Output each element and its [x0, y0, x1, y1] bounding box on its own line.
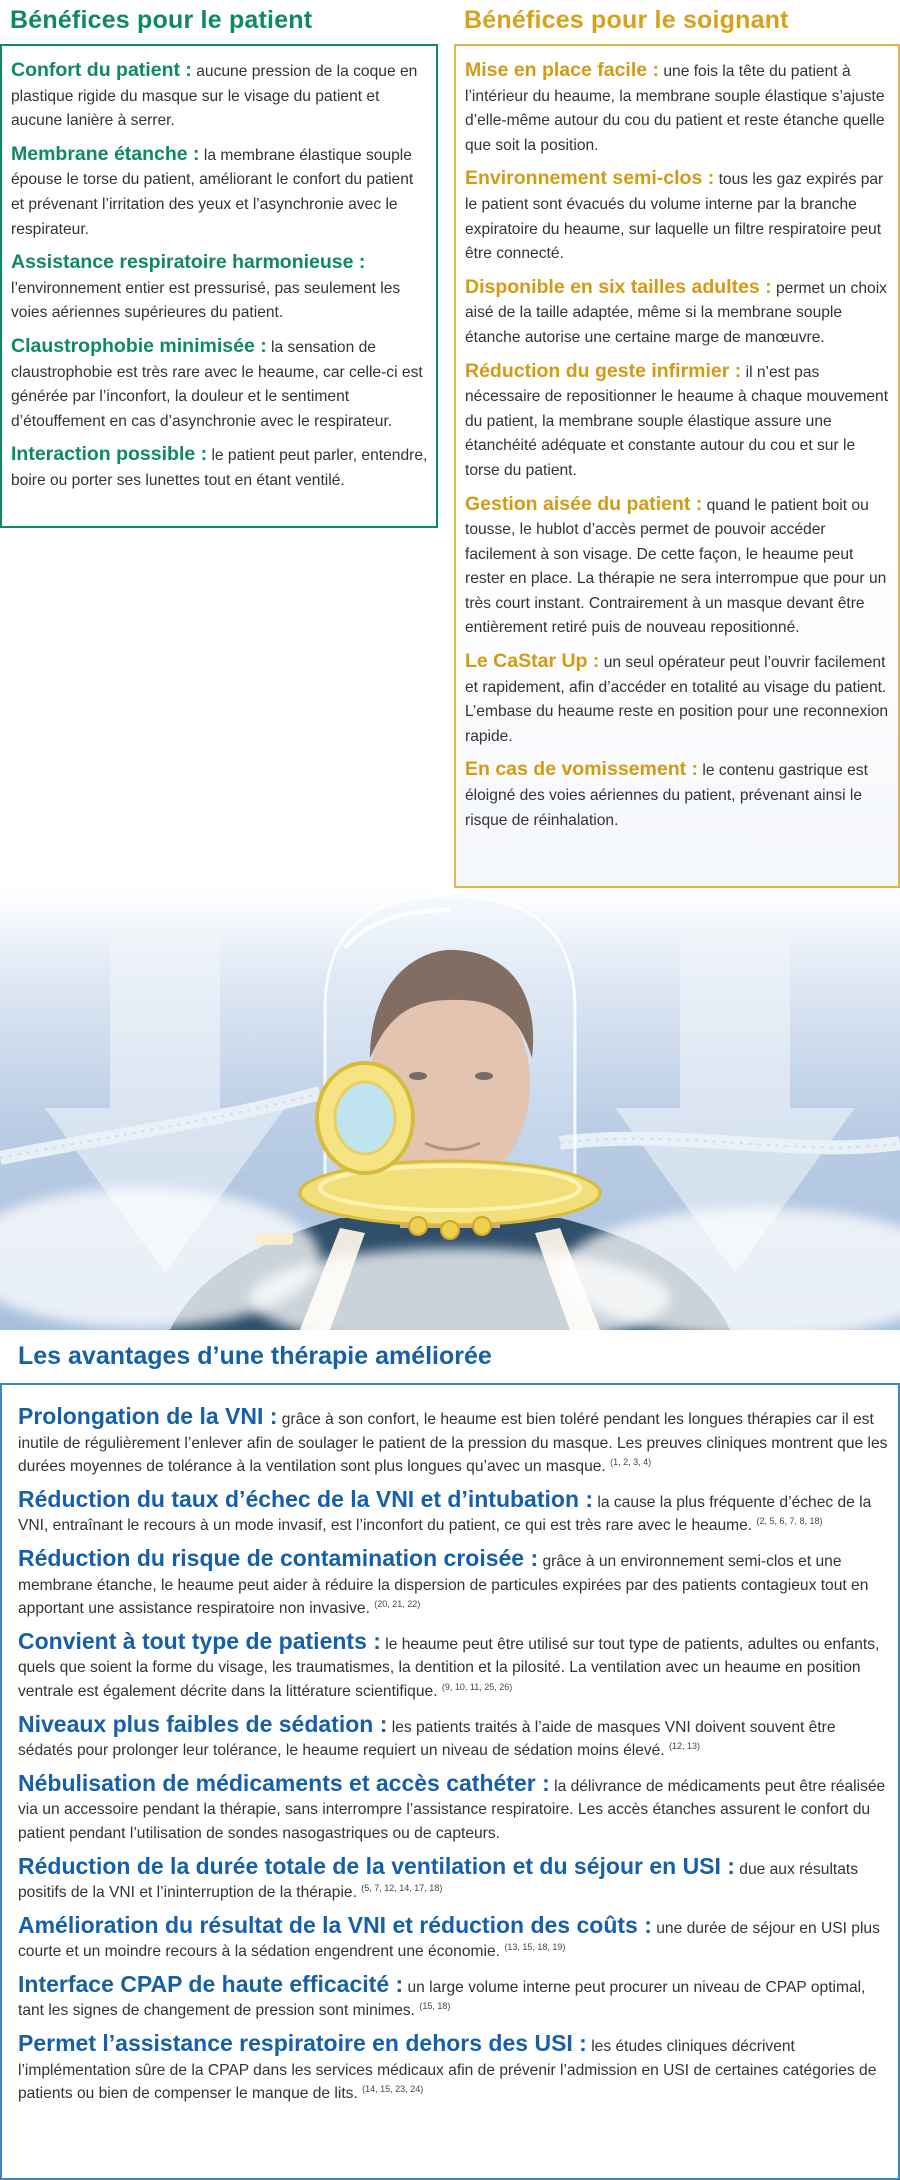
advantage-item: Interface CPAP de haute efficacité : un large volume interne peut procurer un niveau de CPAP optimal, tant les signes de changement de pression sont minimes. $^{(15, 18)}$ [18, 1970, 866, 2020]
caregiver-benefit-item: Le CaStar Up : un seul opérateur peut l’ouvrir facilement et rapidement, afin d’accéder en totalité au visage du patient. L’embase du heaume reste en position pour une reconnexion rapide. [465, 650, 889, 745]
patient-benefit-item: Assistance respiratoire harmonieuse : l’environnement entier est pressurisé, pas seulement les voies aériennes supérieures du patient. [11, 251, 401, 322]
reference-note: (2, 5, 6, 7, 8, 18) [756, 1516, 823, 1527]
caregiver-benefit-item: Mise en place facile : une fois la tête du patient à l’intérieur du heaume, la membrane souple élastique s’ajuste d’elle-même autour du cou du patient et reste étanche quelle que soit la position. [465, 59, 885, 154]
caregiver-benefits-box [454, 44, 900, 888]
patient-benefit-item: Interaction possible : le patient peut parler, entendre, boire ou porter ses lunettes tout en étant ventilé. [11, 443, 428, 489]
advantage-item: Réduction de la durée totale de la ventilation et du séjour en USI : due aux résultats positifs de la VNI et l’ininterruption de la thérapie. $^{(5, 7, 12, 14, 17, 18)}$ [18, 1852, 859, 1902]
patient-benefits-box [0, 44, 438, 528]
patient-benefit-item: Confort du patient : aucune pression de la coque en plastique rigide du masque sur le visage du patient et aucune lanière à serrer. [11, 59, 418, 130]
patient-benefit-item: Membrane étanche : la membrane élastique souple épouse le torse du patient, améliorant le confort du patient et prévenant l’irritation des yeux et l’asynchronie avec le respirateur. [11, 142, 414, 238]
advantage-item: Réduction du taux d’échec de la VNI et d’intubation : la cause la plus fréquente d’échec de la VNI, entraînant le recours à un mode invasif, est l’inconfort du patient, ce qui est très rare avec le heaume. $^{(2, 5, 6, 7, 8, 18)}$ [18, 1485, 872, 1535]
reference-note: (13, 15, 18, 19) [504, 1942, 566, 1953]
advantage-item: Amélioration du résultat de la VNI et réduction des coûts : une durée de séjour en USI plus courte et un moindre recours à la sédation engendrent une économie. $^{(13, 15, 18, 19)}$ [18, 1911, 880, 1961]
caregiver-benefit-item: Disponible en six tailles adultes : permet un choix aisé de la taille adaptée, même si la membrane souple étanche autorise une certaine marge de manœuvre. [465, 275, 887, 346]
helmet-collar [300, 1161, 600, 1225]
advantage-item: Niveaux plus faibles de sédation : les patients traités à l’aide de masques VNI doivent souvent être sédatés pour prolonger leur tolérance, le heaume requiert un niveau de sédation moins élevé. $^{(12, 13)}$ [18, 1710, 836, 1760]
advantage-item: Nébulisation de médicaments et accès cathéter : la délivrance de médicaments peut être réalisée via un accessoire pendant la thérapie, sans interrompre l’assistance respiratoire. Les accès étanches assurent le confort du patient pendant l’utilisation de sondes nasogastriques ou de capteurs. [18, 1769, 886, 1842]
advantages-title: Les avantages d’une thérapie améliorée [18, 1342, 492, 1370]
caregiver-benefit-item: Environnement semi-clos : tous les gaz expirés par le patient sont évacués du volume interne par la branche expiratoire du heaume, sur laquelle un filtre respiratoire peut être connecté. [465, 167, 884, 263]
advantage-item: Permet l’assistance respiratoire en dehors des USI : les études cliniques décrivent l’implémentation sûre de la CPAP dans les services médicaux afin de prévenir l’admission en USI de certaines catégories de patients ou bien de compenser le manque de lits. $^{(14, 15, 23, 24)}$ [18, 2030, 877, 2103]
helmet-patient-photo [0, 888, 900, 1330]
caregiver-benefits-title: Bénéfices pour le soignant [464, 6, 789, 34]
reference-note: (1, 2, 3, 4) [610, 1457, 652, 1467]
patient-benefit-item: Claustrophobie minimisée : la sensation de claustrophobie est très rare avec le heaume, car celle-ci est générée par l’inconfort, la douleur et le sentiment d’étouffement en cas d’asynchronie avec le respirateur. [11, 334, 423, 430]
reference-note: (9, 10, 11, 25, 26) [441, 1681, 513, 1692]
caregiver-benefit-item: En cas de vomissement : le contenu gastrique est éloigné des voies aériennes du patient, prévenant ainsi le risque de réinhalation. [465, 758, 868, 829]
caregiver-benefit-item: Réduction du geste infirmier : il n’est pas nécessaire de repositionner le heaume à chaque mouvement du patient, la membrane souple élastique assure une étanchéité adéquate et constante autour du cou et sur le torse du patient. [465, 359, 889, 479]
advantage-item: Prolongation de la VNI : grâce à son confort, le heaume est bien toléré pendant les longues thérapies car il est inutile de régulièrement l’enlever afin de soulager le patient de la pression du masque. Les preuves cliniques montrent que les durées moyennes de tolérance à la ventilation sont plus longues qu’avec un masque. $^{(1, 2, 3, 4)}$ [18, 1403, 888, 1476]
caregiver-benefit-item: Gestion aisée du patient : quand le patient boit ou tousse, le hublot d’accès permet de pouvoir accéder facilement à son visage. De cette façon, le heaume peut rester en place. La thérapie ne sera interrompue que pour un très court instant. Contrairement à un masque devant être entièrement retiré puis de nouveau repositionné. [465, 492, 887, 637]
reference-note: (20, 21, 22) [374, 1598, 421, 1609]
reference-note: (14, 15, 23, 24) [362, 2084, 424, 2095]
patient-benefits-title: Bénéfices pour le patient [10, 6, 313, 34]
advantages-box [0, 1383, 900, 2180]
reference-note: (15, 18) [419, 2001, 451, 2012]
advantage-item: Convient à tout type de patients : le heaume peut être utilisé sur tout type de patients, adultes ou enfants, quels que soient la forme du visage, les traumatismes, la dentition et la pilosité. La ventilation avec un heaume en position ventrale est également décrite dans la littérature scientifique. $^{(9, 10, 11, 25, 26)}$ [18, 1627, 880, 1700]
reference-note: (5, 7, 12, 14, 17, 18) [361, 1882, 443, 1893]
reference-note: (12, 13) [669, 1740, 701, 1751]
advantage-item: Réduction du risque de contamination croisée : grâce à un environnement semi-clos et une membrane étanche, le heaume peut aider à réduire la dispersion de particules expirées par des patients contagieux tout en apportant une assistance respiratoire non invasive. $^{(20, 21, 22)}$ [18, 1544, 869, 1618]
